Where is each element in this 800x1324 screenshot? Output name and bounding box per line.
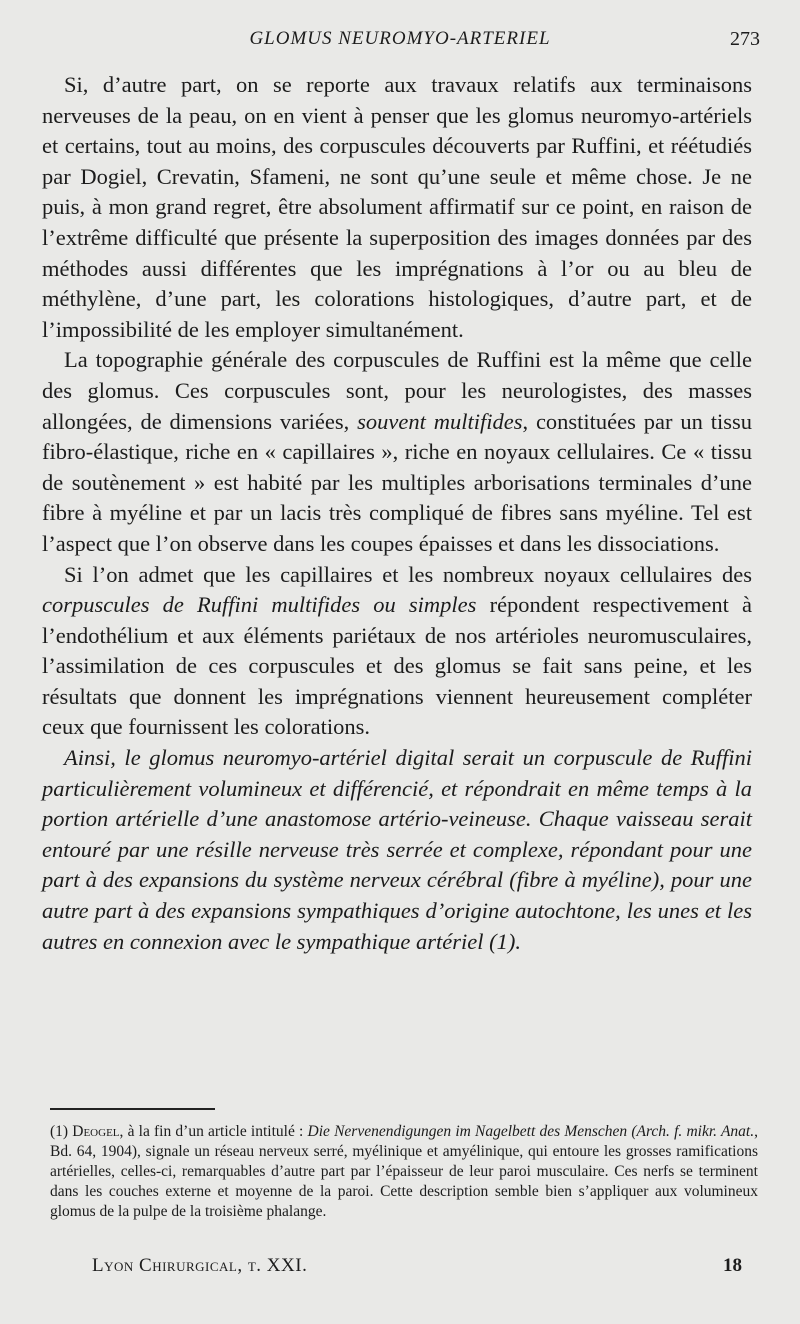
paragraph-2-emphasis: souvent multifides <box>357 408 523 434</box>
signature-mark: 18 <box>723 1255 742 1276</box>
running-head <box>40 28 760 54</box>
footnote-rule <box>50 1108 215 1110</box>
journal-imprint: Lyon Chirurgical, t. XXI. <box>92 1255 308 1276</box>
page-footer <box>92 1255 742 1279</box>
paragraph-4: Ainsi, le glomus neuromyo-artériel digital serait un corpuscule de Ruffini particulièrement volumineux et différencié, et répondrait en même temps à la portion artérielle d’une anastomose artério-veineuse. Chaque vaisseau serait entouré par une résille nerveuse très serrée et complexe, répondant pour une part à des expansions du système nerveux cérébral (fibre à myéline), pour une autre part à des expansions sympathiques d’origine autochtone, les unes et les autres en connexion avec le sympathique artériel (1). <box>42 745 752 954</box>
page-number: 273 <box>730 28 760 50</box>
paragraph-2-text-b: , constituées par un tissu fibro-élastique, riche en « capillaires », riche en noyaux cellulaires. Ce « tissu de soutènement » est habité par les multiples arborisations terminales d’une fibre à myéline et par un lacis très compliqué de fibres sans myéline. Tel est l’aspect que l’on observe dans les coupes épaisses et dans les dissociations. <box>42 408 752 556</box>
footnote-text-2: , Bd. 64, 1904), signale un réseau nerveux serré, myélinique et amyélinique, qui entoure les grosses ramifications artérielles, celles-ci, remarquables d’autre part par l’épaisseur de leur paroi musculaire. Ces nerfs se terminent dans les couches externe et moyenne de la paroi. Cette description semble bien s’appliquer aux volumineux glomus de la pulpe de la troisième phalange. <box>50 1123 758 1220</box>
footnote-cited-title: Die Nervenendigungen im Nagelbett des Menschen (Arch. f. mikr. Anat. <box>307 1123 755 1140</box>
paragraph-3-emphasis: corpuscules de Ruffini multifides ou simples <box>42 592 477 618</box>
footnote <box>50 1122 758 1222</box>
paragraph-1: Si, d’autre part, on se reporte aux travaux relatifs aux terminaisons nerveuses de la peau, on en vient à penser que les glomus neuromyo-artériels et certains, tout au moins, des corpuscules découverts par Ruffini, et réétudiés par Dogiel, Crevatin, Sfameni, ne sont qu’une seule et même chose. Je ne puis, à mon grand regret, être absolument affirmatif sur ce point, en raison de l’extrême difficulté que présente la superposition des images données par des méthodes aussi différentes que les imprégnations à l’or ou au bleu de méthylène, d’une part, les colorations histologiques, d’autre part, et de l’impossibilité de les employer simultanément. <box>42 72 752 342</box>
footnote-marker: (1) <box>50 1123 69 1140</box>
paragraph-2-text-a: La topographie générale des corpuscules de Ruffini est la même que celle des glomus. Ces corpuscules sont, pour les neurologistes, des masses allongées, de dimensions variées, <box>42 347 752 434</box>
paragraph-3-text-a: Si l’on admet que les capillaires et les nombreux noyaux cellulaires des <box>64 561 752 587</box>
running-title: GLOMUS NEUROMYO-ARTERIEL <box>249 28 551 49</box>
footnote-text-1: , à la fin d’un article intitulé : <box>119 1123 308 1140</box>
body-text <box>42 70 752 957</box>
paragraph-3-text-b: répondent respectivement à l’endothélium et aux éléments pariétaux de nos artérioles neuromusculaires, l’assimilation de ces corpuscules et des glomus se fait sans peine, et les résultats que donnent les imprégnations viennent heureusement compléter ceux que fournissent les colorations. <box>42 592 753 740</box>
paragraph-2 <box>42 345 752 559</box>
footnote-author: Deogel <box>72 1123 120 1140</box>
paragraph-3 <box>42 560 752 744</box>
